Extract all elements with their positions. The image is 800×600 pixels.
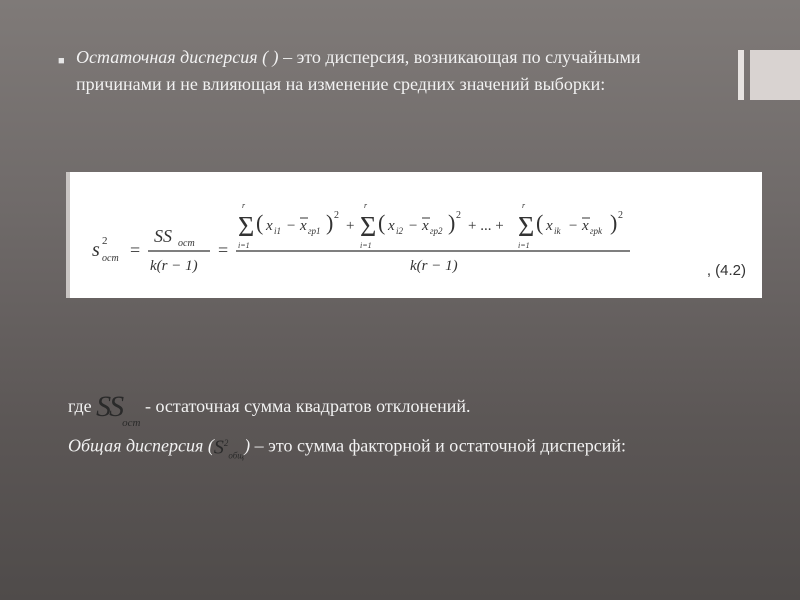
formula-lhs: s — [92, 239, 100, 261]
where-rest: - остаточная сумма квадратов отклонений. — [144, 396, 471, 416]
svg-text:i=1: i=1 — [360, 241, 372, 250]
formula-image — [66, 172, 762, 298]
s-sup: 2 — [223, 438, 229, 448]
definition-paragraph — [58, 44, 708, 98]
svg-text:x: x — [388, 218, 395, 234]
equation-number: , (4.2) — [706, 262, 746, 279]
svg-text:(: ( — [536, 210, 544, 235]
svg-text:): ) — [326, 210, 334, 235]
svg-text:r: r — [522, 201, 526, 210]
total-variance-line — [68, 430, 688, 470]
svg-text:2: 2 — [456, 210, 461, 221]
formula-lhs-sub: ост — [102, 253, 119, 264]
svg-text:−: − — [408, 218, 419, 234]
deco-bar-thin — [738, 50, 744, 100]
svg-text:+: + — [346, 218, 355, 234]
formula-denom2: k(r − 1) — [410, 258, 458, 274]
s-main: S — [213, 436, 224, 459]
formula-eq2: = — [218, 240, 229, 260]
svg-text:2: 2 — [618, 210, 623, 221]
s-total-symbol — [214, 430, 244, 470]
svg-text:−: − — [568, 218, 579, 234]
svg-text:ik: ik — [554, 226, 561, 236]
svg-text:i2: i2 — [396, 226, 404, 236]
svg-text:грk: грk — [590, 226, 603, 236]
svg-text:i1: i1 — [274, 226, 282, 236]
definition-rest: – это дисперсия, возникающая по случайными причинами и не влияющая на изменение средних значений выборки: — [76, 47, 641, 94]
residual-variance-term: Остаточная дисперсия ( ) — [76, 47, 279, 67]
svg-text:x: x — [546, 218, 553, 234]
deco-bar-wide — [750, 50, 800, 100]
svg-text:): ) — [610, 210, 618, 235]
corner-decoration — [738, 50, 800, 100]
formula-numerator — [238, 201, 623, 250]
formula-eq1: = — [130, 240, 141, 260]
total-variance-term-end: ) — [244, 435, 251, 456]
where-line — [68, 390, 688, 430]
svg-text:i=1: i=1 — [518, 241, 530, 250]
definition-text — [76, 44, 708, 98]
s-sub: общ — [228, 450, 245, 461]
svg-text:x: x — [300, 218, 307, 234]
svg-text:r: r — [364, 201, 368, 210]
total-variance-term-start: Общая дисперсия ( — [68, 435, 214, 456]
svg-text:2: 2 — [334, 210, 339, 221]
formula-ss: SS — [154, 226, 172, 246]
total-variance-rest: – это сумма факторной и остаточной дисперсий: — [250, 435, 626, 456]
svg-text:i=1: i=1 — [238, 241, 250, 250]
svg-text:x: x — [582, 218, 589, 234]
svg-text:x: x — [422, 218, 429, 234]
svg-text:x: x — [266, 218, 273, 234]
svg-text:гр2: гр2 — [430, 226, 443, 236]
svg-text:(: ( — [378, 210, 386, 235]
svg-text:Σ: Σ — [518, 212, 535, 243]
svg-text:+ ... +: + ... + — [468, 218, 504, 234]
svg-text:r: r — [242, 201, 246, 210]
svg-text:): ) — [448, 210, 456, 235]
formula-denom1: k(r − 1) — [150, 258, 198, 274]
explanation-paragraph — [68, 390, 688, 470]
svg-text:(: ( — [256, 210, 264, 235]
ss-main: SS — [96, 390, 123, 423]
where-prefix: где — [68, 396, 97, 416]
formula-ss-sub: ост — [178, 238, 195, 249]
ss-residual-symbol — [96, 390, 141, 430]
bullet-icon: ■ — [58, 55, 65, 67]
svg-text:гр1: гр1 — [308, 226, 321, 236]
svg-text:Σ: Σ — [238, 212, 255, 243]
formula-lhs-sup: 2 — [102, 235, 108, 247]
svg-text:Σ: Σ — [360, 212, 377, 243]
ss-sub: ост — [122, 417, 141, 429]
svg-text:−: − — [286, 218, 297, 234]
formula-svg — [70, 172, 762, 298]
